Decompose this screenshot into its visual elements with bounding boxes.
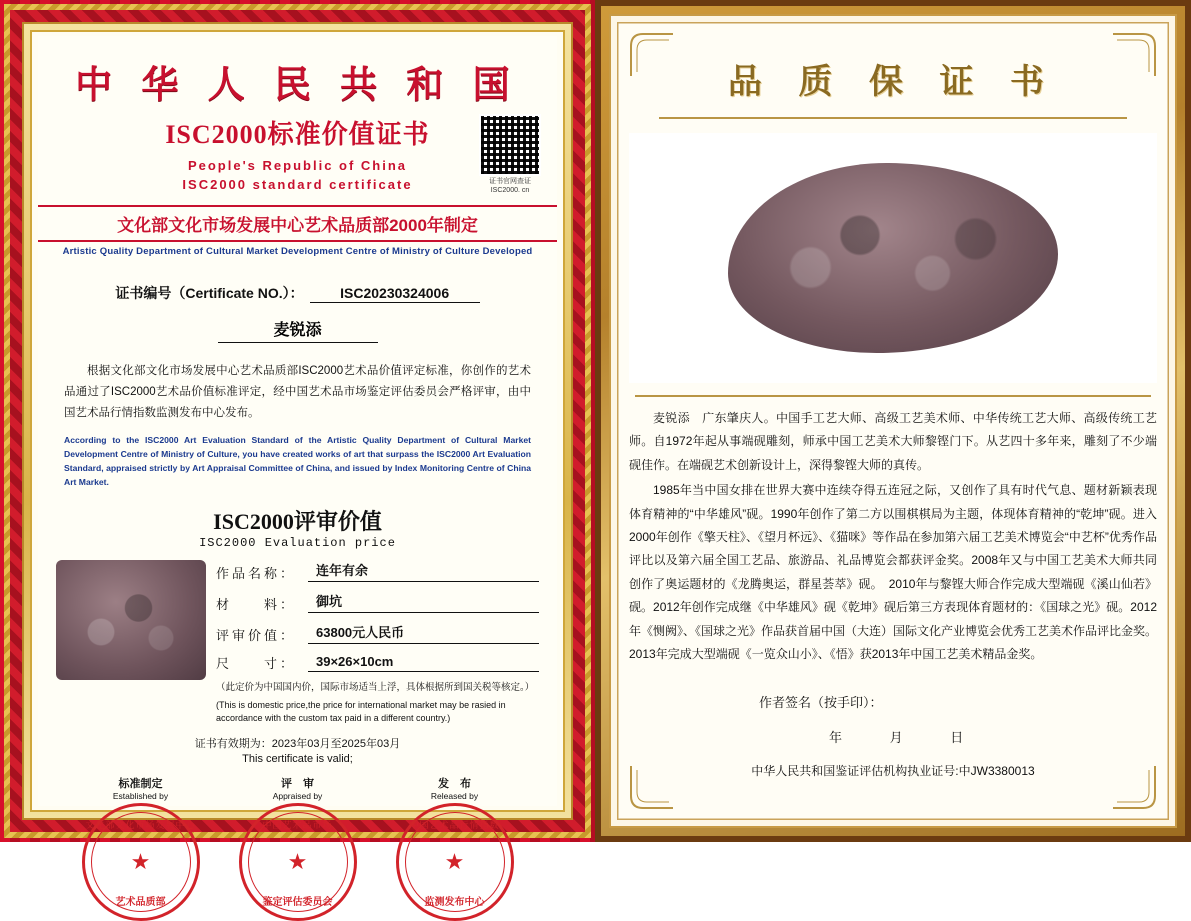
left-certificate	[0, 0, 595, 908]
seal-title-cn: 标准制定	[118, 777, 163, 790]
field-label: 作品名称：	[216, 566, 297, 582]
star-icon: ★	[444, 848, 465, 874]
left-certificate-body	[38, 36, 557, 908]
field-value: 39×26×10cm	[308, 654, 539, 672]
ministry-band-cn: 文化部文化市场发展中心艺术品质部2000年制定	[38, 205, 557, 242]
corner-ornament-icon	[629, 764, 675, 810]
seal-title-en: Released by	[430, 790, 479, 801]
validity-cn: 证书有效期为：2023年03月至2025年03月	[194, 737, 401, 750]
seal-block	[66, 775, 216, 921]
price-note-en: (This is domestic price,the price for international market may be rasied in accordance with the custom tax paid in a different country.)	[216, 699, 506, 723]
field-row	[216, 622, 539, 644]
seal-title-en: Established by	[112, 790, 169, 801]
evaluation-title-cn: ISC2000评审价值	[213, 509, 382, 535]
biography-paragraph: 1985年当中国女排在世界大赛中连续夺得五连冠之际，又创作了具有时代气息、题材新颖表现体育精神的“中华雄风”砚。1990年创作了第二方以围棋棋局为主题，体现体育精神的“乾坤”砚。进入2000年创作《擎天柱》、《望月杯远》、《猫咪》等作品在参加第六届工艺美术博览会“中艺杯”优秀作品评比以及第六届全国工艺品、旅游品、礼品博览会都获评金奖。2008年又与中国工艺美术大师共同创作了奥运题材的《龙腾奥运，群星荟萃》砚。 2010年与黎铿大师合作完成大型端砚《溪山仙若》砚。2012年创作完成继《中华雄风》砚《乾坤》砚后第三方表现体育题材的：《国球之光》砚。2012年《恻阙》、《国球之光》作品获首届中国（大连）国际文化产业博览会优秀工艺美术作品评比金奖。2013年完成大型端砚《一览众山小》、《悟》获2013年中国工艺美术精品金奖。	[629, 483, 1158, 661]
validity-en: This certificate is valid;	[242, 752, 353, 765]
seal-row	[38, 775, 557, 921]
seal-title-cn: 发 布	[438, 777, 471, 790]
seal-block	[380, 775, 530, 921]
qr-code-block[interactable]	[479, 114, 541, 196]
artwork-details	[38, 560, 557, 724]
field-value: 63800元人民币	[308, 622, 539, 644]
qr-code-icon[interactable]	[479, 114, 541, 176]
ministry-band-en: Artistic Quality Department of Cultural Market Development Centre of Ministry of Culture Developed	[62, 245, 533, 257]
price-note-cn: （此定价为中国国内价，国际市场适当上浮，具体根据所到国关税等核定。）	[216, 682, 535, 694]
certificate-subtitle-en: People's Republic of China ISC2000 standard certificate	[182, 158, 413, 192]
photo-divider	[635, 395, 1151, 397]
statement-en: According to the ISC2000 Art Evaluation Standard of the Artistic Quality Department of Cultural Market Development Centre of Ministry of Culture, you have created works of art that surpass the ISC2000 Art Evaluation Standard, appraised strictly by Art Appraisal Committee of China, and issued by Index Monitoring Centre of China Art Market.	[64, 435, 531, 487]
artwork-field-list	[216, 560, 557, 724]
seal-line-2: 艺术品质部	[115, 896, 166, 908]
right-certificate-body	[629, 32, 1157, 810]
star-icon: ★	[130, 848, 151, 874]
inkstone-image-small	[56, 560, 206, 680]
field-row	[216, 591, 539, 613]
field-value: 连年有余	[308, 560, 539, 582]
corner-ornament-icon	[629, 32, 675, 78]
field-label: 尺 寸：	[216, 656, 297, 672]
seal-block	[223, 775, 373, 921]
artwork-thumbnail	[56, 560, 216, 724]
date-line: 年 月 日	[829, 730, 986, 746]
corner-ornament-icon	[1111, 764, 1157, 810]
page-title: 中 华 人 民 共 和 国	[75, 65, 520, 106]
field-label: 材 料：	[216, 597, 297, 613]
corner-ornament-icon	[1111, 32, 1157, 78]
license-footer: 中华人民共和国鉴证评估机构执业证号:中JW3380013	[751, 764, 1035, 779]
right-certificate	[595, 0, 1191, 842]
official-seal-stamp	[239, 803, 357, 921]
official-seal-stamp	[82, 803, 200, 921]
field-row	[216, 653, 539, 672]
certificate-number-value: ISC20230324006	[310, 285, 480, 303]
quality-guarantee-title: 品 质 保 证 书	[728, 64, 1058, 101]
certificate-number-label: 证书编号（Certificate NO.）：	[115, 284, 304, 301]
field-row	[216, 560, 539, 582]
biography-paragraph: 麦锐添 广东肇庆人。中国手工艺大师、高级工艺美术师、中华传统工艺大师、高级传统工艺师。自1972年起从事端砚雕刻，师承中国工艺美术大师黎铿门下。从艺四十多年来，雕刻了不少端砚佳作。在端砚艺术创新设计上，深得黎铿大师的真传。	[629, 411, 1157, 472]
seal-title-cn: 评 审	[281, 777, 314, 790]
seal-line-1: 文化部文化市场发展中心	[85, 819, 196, 830]
seal-line-1: 中国艺术品市场	[262, 819, 333, 830]
seal-line-2: 监测发布中心	[424, 896, 485, 908]
star-icon: ★	[287, 848, 308, 874]
evaluation-title-en: ISC2000 Evaluation price	[199, 536, 396, 551]
seal-title-en: Appraised by	[272, 790, 323, 801]
seal-line-2: 鉴定评估委员会	[262, 896, 333, 908]
certificate-subtitle-cn: ISC2000标准价值证书	[165, 120, 430, 149]
field-label: 评审价值：	[216, 628, 297, 644]
certificate-number-row	[38, 283, 557, 303]
seal-line-1: 中国艺术品行情指数	[409, 819, 500, 830]
qr-caption: 证书官网查证 ISC2000. cn	[489, 178, 531, 194]
title-divider	[659, 117, 1127, 119]
holder-name: 麦锐添	[218, 317, 378, 343]
inkstone-image-large	[728, 163, 1058, 353]
statement-cn: 根据文化部文化市场发展中心艺术品质部ISC2000艺术品价值评定标准，你创作的艺术品通过了ISC2000艺术品价值标准评定，经中国艺术品市场鉴定评估委员会严格评审，由中国艺术品行情指数监测发布中心发布。	[64, 364, 531, 420]
official-seal-stamp	[396, 803, 514, 921]
biography-text	[629, 407, 1157, 666]
signature-label: 作者签名（按手印）：	[759, 695, 883, 711]
artwork-photo	[629, 133, 1157, 383]
field-value: 御坑	[308, 591, 539, 613]
